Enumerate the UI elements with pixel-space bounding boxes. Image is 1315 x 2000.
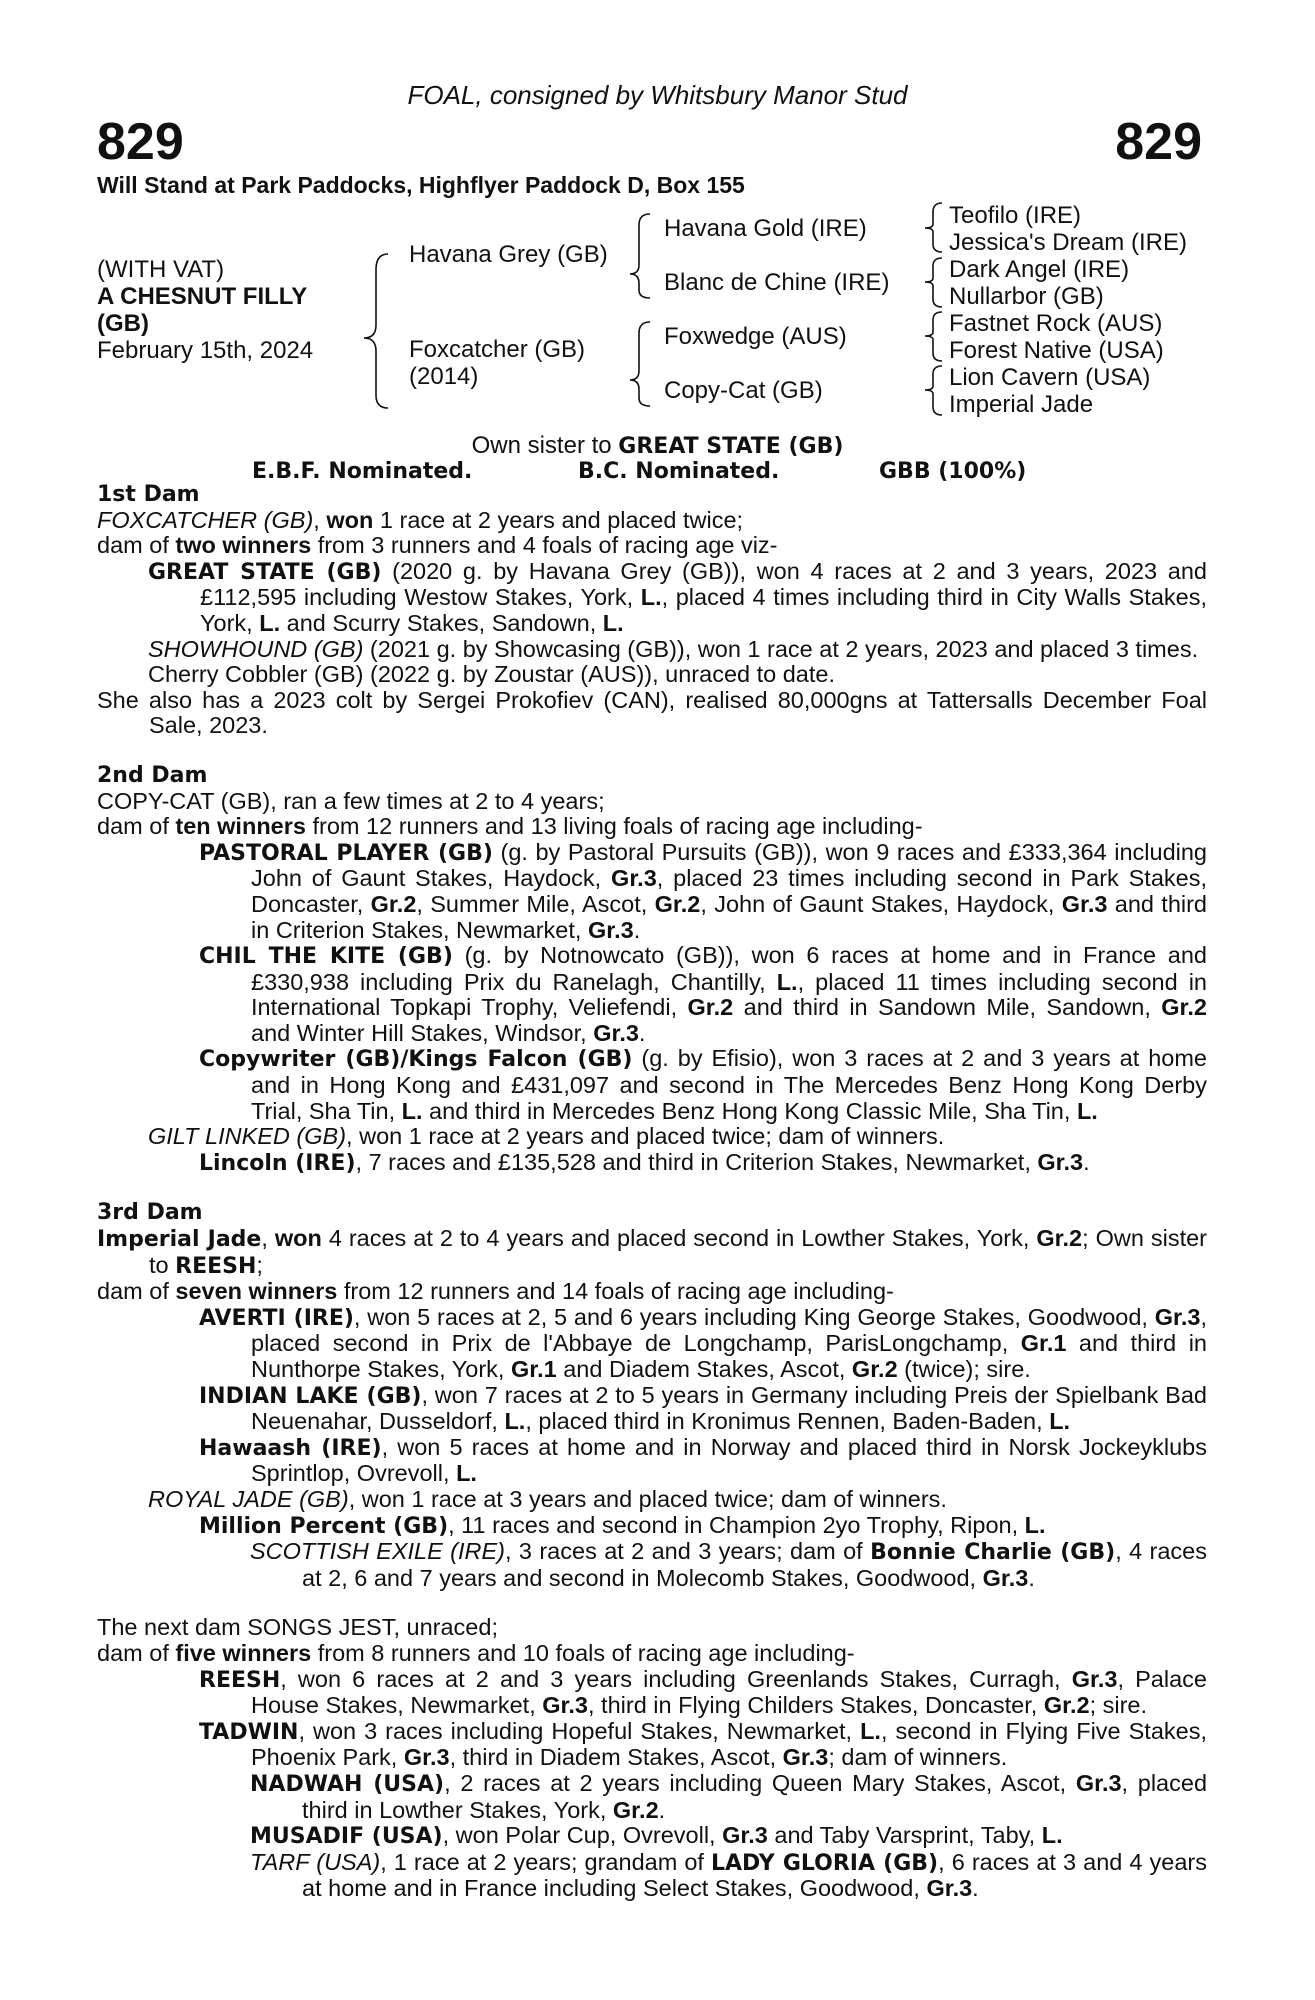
- horse-name: Hawaash (IRE): [199, 1435, 382, 1461]
- text-run: , placed third in Lowther Stakes, York,: [302, 1769, 1208, 1823]
- text-run: , won 5 races at 2, 5 and 6 years including King George Stakes, Goodwood,: [353, 1303, 1155, 1330]
- own-sister-prefix: Own sister to: [471, 432, 619, 459]
- bold-text: Gr.3: [722, 1822, 768, 1849]
- pedigree-dam-year: (2014): [409, 363, 479, 390]
- dam1-foal-showhound: [97, 637, 1207, 663]
- dam1-foal-cherry-cobbler: [97, 662, 1207, 688]
- italic-text: SHOWHOUND (GB): [148, 635, 364, 662]
- lot-number-left: 829: [97, 113, 184, 171]
- horse-name: INDIAN LAKE (GB): [199, 1383, 422, 1409]
- text-run: from 12 runners and 13 living foals of racing age including-: [305, 813, 923, 840]
- text-run: , won 6 races at 2 and 3 years including Greenlands Stakes, Curragh,: [280, 1665, 1072, 1692]
- dam2-produce-summary: [97, 814, 1207, 840]
- text-run: and Winter Hill Stakes, Windsor,: [251, 1019, 594, 1046]
- pedigree-sss: Teofilo (IRE): [949, 202, 1082, 229]
- text-run: , won 5 races at home and in Norway and placed third in Norsk Jockeyklubs Sprintlop, Ovrevoll,: [251, 1433, 1207, 1487]
- text-run: , placed 23 times including second in Park Stakes, Doncaster,: [251, 865, 1207, 917]
- italic-text: FOXCATCHER (GB): [97, 506, 314, 533]
- dam2-foal-copywriter: [97, 1046, 1207, 1124]
- bold-text: Gr.2: [654, 890, 701, 917]
- pedigree-ssd: Jessica's Dream (IRE): [949, 229, 1187, 256]
- dam3-foal-royal-jade: [97, 1487, 1207, 1513]
- text-run: ,: [261, 1225, 275, 1252]
- bold-text: L.: [1041, 1822, 1063, 1849]
- dam4-record: [97, 1615, 1207, 1641]
- text-run: , third in Flying Childers Stakes, Doncaster,: [587, 1692, 1044, 1719]
- text-run: , 4 races at 2, 6 and 7 years and second in Molecomb Stakes, Goodwood,: [302, 1538, 1207, 1591]
- dam2-heading: 2nd Dam: [97, 762, 208, 788]
- bold-text: Gr.1: [1020, 1330, 1067, 1357]
- bold-text: L.: [776, 968, 798, 995]
- bold-text: five winners: [175, 1639, 312, 1666]
- bold-text: Gr.3: [782, 1744, 829, 1771]
- text-run: , Palace House Stakes, Newmarket,: [251, 1665, 1207, 1719]
- dam1-record: [97, 508, 1207, 534]
- text-run: (g. by Pastoral Pursuits (GB)), won 9 races and £333,364 including John of Gaunt Stakes, Haydock,: [251, 838, 1207, 892]
- bold-text: Gr.3: [587, 916, 634, 943]
- text-run: , placed 11 times including second in International Topkapi Trophy, Veliefendi,: [251, 968, 1208, 1021]
- horse-name: AVERTI (IRE): [199, 1305, 354, 1331]
- horse-name: LADY GLORIA (GB): [711, 1850, 939, 1876]
- catalogue-body: [97, 482, 1207, 1902]
- text-run: The next dam SONGS JEST, unraced;: [97, 1614, 498, 1641]
- bold-text: ten winners: [175, 813, 306, 840]
- horse-name: Million Percent (GB): [199, 1513, 449, 1539]
- pedigree-dam: Foxcatcher (GB): [409, 336, 586, 363]
- pedigree-dss: Fastnet Rock (AUS): [949, 310, 1163, 337]
- text-run: ; sire.: [1089, 1692, 1148, 1719]
- text-run: dam of: [97, 1278, 176, 1305]
- text-run: ; Own sister to: [149, 1225, 1208, 1278]
- pedigree-sds: Dark Angel (IRE): [949, 256, 1130, 283]
- subject-name-suffix: (GB): [97, 310, 149, 337]
- pedigree-dam-dam: Copy-Cat (GB): [664, 377, 823, 404]
- text-run: and third in Sandown Mile, Sandown,: [733, 994, 1162, 1021]
- dam3-grandfoal-scottish-exile: [97, 1539, 1207, 1591]
- text-run: , won 1 race at 3 years and placed twice; dam of winners.: [348, 1485, 947, 1512]
- pedigree-dsd: Forest Native (USA): [949, 337, 1164, 364]
- text-run: .: [972, 1875, 979, 1902]
- own-sister-name: GREAT STATE (GB): [618, 434, 844, 459]
- italic-text: TARF (USA): [250, 1848, 381, 1875]
- text-run: .: [658, 1796, 666, 1823]
- bold-text: seven winners: [175, 1278, 338, 1305]
- gbb-rating: GBB (100%): [879, 459, 1027, 484]
- bold-text: L.: [602, 609, 624, 636]
- horse-name: NADWAH (USA): [250, 1771, 445, 1797]
- horse-name: Bonnie Charlie (GB): [870, 1540, 1116, 1566]
- pedigree-sire-dam: Blanc de Chine (IRE): [664, 269, 890, 296]
- text-run: (2021 g. by Showcasing (GB)), won 1 race at 2 years, 2023 and placed 3 times.: [363, 635, 1199, 662]
- bold-text: L.: [860, 1717, 881, 1744]
- text-run: , third in Diadem Stakes, Ascot,: [449, 1744, 783, 1771]
- text-run: from 12 runners and 14 foals of racing age including-: [337, 1278, 894, 1305]
- stand-location: Will Stand at Park Paddocks, Highflyer Paddock D, Box 155: [97, 172, 745, 198]
- pedigree-dam-sire: Foxwedge (AUS): [664, 323, 847, 350]
- dam2-record: [97, 789, 1207, 815]
- dam2-foal-pastoral-player: [97, 840, 1207, 943]
- dam2-grandfoal-lincoln: [97, 1150, 1207, 1177]
- lot-number-right: 829: [1115, 113, 1202, 171]
- text-run: , placed 4 times including third in City Walls Stakes, York,: [200, 584, 1207, 636]
- text-run: and third in Nunthorpe Stakes, York,: [251, 1330, 1207, 1382]
- text-run: , won 7 races at 2 to 5 years in Germany including Preis der Spielbank Bad Neuenahar, Dusseldorf,: [251, 1381, 1207, 1435]
- bold-text: Gr.3: [1037, 1148, 1084, 1175]
- text-run: , 2 races at 2 years including Queen Mary Stakes, Ascot,: [444, 1769, 1076, 1796]
- text-run: and Scurry Stakes, Sandown,: [280, 609, 603, 636]
- bold-text: L.: [456, 1460, 477, 1487]
- horse-name: Copywriter (GB)/Kings Falcon (GB): [199, 1047, 633, 1073]
- horse-name: REESH: [175, 1253, 257, 1279]
- text-run: , 6 races at 3 and 4 years at home and in France including Select Stakes, Goodwood,: [302, 1848, 1208, 1902]
- dam3-record: [97, 1226, 1207, 1279]
- dam2-foal-gilt-linked: [97, 1124, 1207, 1150]
- text-run: 1 race at 2 years and placed twice;: [373, 506, 744, 533]
- bold-text: Gr.2: [687, 994, 734, 1021]
- text-run: (g. by Notnowcato (GB)), won 6 races at home and in France and £330,938 including Prix du Ranelagh, Chantilly,: [251, 942, 1207, 995]
- text-run: dam of: [97, 813, 176, 840]
- bold-text: won: [274, 1225, 322, 1252]
- text-run: , placed second in Prix de l'Abbaye de Longchamp, ParisLongchamp,: [251, 1303, 1207, 1357]
- bold-text: Gr.3: [926, 1875, 973, 1902]
- pedigree-ddd: Imperial Jade: [949, 391, 1094, 418]
- text-run: .: [638, 1019, 646, 1046]
- pedigree-sdd: Nullarbor (GB): [949, 283, 1104, 310]
- bold-text: Gr.1: [510, 1356, 557, 1382]
- text-run: , won 3 races including Hopeful Stakes, Newmarket,: [298, 1717, 861, 1744]
- foaling-date: February 15th, 2024: [97, 337, 314, 364]
- ebf-nominated: E.B.F. Nominated.: [252, 459, 473, 484]
- pedigree-sire-sire: Havana Gold (IRE): [664, 215, 867, 242]
- bold-text: Gr.3: [982, 1564, 1029, 1591]
- consignment-line: FOAL, consigned by Whitsbury Manor Stud: [407, 80, 908, 110]
- dam3-foal-hawaash: [97, 1435, 1207, 1487]
- bold-text: Gr.3: [1071, 1665, 1118, 1692]
- text-run: dam of: [97, 1639, 176, 1666]
- dam3-foal-indian-lake: [97, 1383, 1207, 1435]
- bold-text: Gr.2: [370, 890, 417, 917]
- dam3-heading: 3rd Dam: [97, 1200, 203, 1226]
- text-run: , 11 races and second in Champion 2yo Trophy, Ripon,: [448, 1511, 1025, 1538]
- text-run: (g. by Efisio), won 3 races at 2 and 3 years at home and in Hong Kong and £431,097 and second in The Mercedes Benz Hong Kong Derby Trial, Sha Tin,: [251, 1045, 1207, 1124]
- vat-note: (WITH VAT): [97, 256, 225, 283]
- horse-name: CHIL THE KITE (GB): [199, 944, 453, 970]
- bold-text: won: [326, 506, 374, 533]
- bold-text: Gr.3: [593, 1019, 639, 1046]
- dam4-foal-reesh: [97, 1667, 1207, 1719]
- bold-text: L.: [1024, 1511, 1046, 1538]
- bold-text: Gr.2: [851, 1356, 898, 1382]
- text-run: .: [1028, 1564, 1035, 1591]
- bold-text: Gr.3: [611, 865, 657, 892]
- text-run: .: [633, 916, 641, 943]
- text-run: She also has a 2023 colt by Sergei Prokofiev (CAN), realised 80,000gns at Tattersalls December Foal Sale, 2023.: [97, 686, 1207, 739]
- italic-text: SCOTTISH EXILE (IRE): [250, 1538, 506, 1565]
- dam4-grandfoal-musadif: [97, 1823, 1207, 1850]
- pedigree-sire: Havana Grey (GB): [409, 241, 608, 268]
- dam4-grandfoal-nadwah: [97, 1771, 1207, 1823]
- bold-text: Gr.3: [1154, 1303, 1201, 1330]
- bold-text: L.: [259, 609, 281, 636]
- dam3-foal-averti: [97, 1305, 1207, 1383]
- text-run: ,: [313, 506, 327, 533]
- dam1-heading: 1st Dam: [97, 482, 200, 507]
- horse-name: Lincoln (IRE): [199, 1150, 356, 1176]
- own-sister-note: [0, 432, 1315, 460]
- text-run: , John of Gaunt Stakes, Haydock,: [700, 890, 1062, 917]
- text-run: from 8 runners and 10 foals of racing age including-: [311, 1639, 855, 1666]
- text-run: (twice); sire.: [897, 1356, 1031, 1382]
- horse-name: GREAT STATE (GB): [148, 559, 382, 585]
- dam2-foal-chil-the-kite: [97, 943, 1207, 1046]
- text-run: , Summer Mile, Ascot,: [416, 890, 655, 917]
- bold-text: Gr.3: [542, 1692, 588, 1719]
- dam4-foal-tadwin: [97, 1719, 1207, 1771]
- bold-text: Gr.2: [612, 1796, 659, 1823]
- text-run: from 3 runners and 4 foals of racing age viz-: [311, 532, 778, 559]
- text-run: dam of: [97, 532, 176, 559]
- dam4-grandfoal-tarf: [97, 1850, 1207, 1902]
- pedigree-dds: Lion Cavern (USA): [949, 364, 1151, 391]
- italic-text: GILT LINKED (GB): [148, 1123, 347, 1150]
- text-run: COPY-CAT (GB), ran a few times at 2 to 4 years;: [97, 787, 605, 814]
- text-run: and third in Mercedes Benz Hong Kong Classic Mile, Sha Tin,: [422, 1097, 1077, 1124]
- bold-text: L.: [401, 1097, 423, 1124]
- text-run: (2020 g. by Havana Grey (GB)), won 4 races at 2 and 3 years, 2023 and £112,595 including Westow Stakes, York,: [200, 557, 1207, 611]
- dam1-foal-great-state: [97, 559, 1207, 637]
- dam3-produce-summary: [97, 1279, 1207, 1305]
- subject-name: A CHESNUT FILLY: [97, 283, 308, 310]
- text-run: , won Polar Cup, Ovrevoll,: [442, 1822, 723, 1849]
- bold-text: Gr.3: [1061, 890, 1108, 917]
- text-run: and Diadem Stakes, Ascot,: [556, 1356, 852, 1382]
- text-run: Cherry Cobbler (GB) (2022 g. by Zoustar (AUS)), unraced to date.: [148, 661, 836, 688]
- text-run: , 1 race at 2 years; grandam of: [380, 1848, 712, 1875]
- text-run: .: [1083, 1148, 1090, 1175]
- bold-text: L.: [640, 584, 662, 611]
- text-run: ;: [256, 1251, 263, 1278]
- horse-name: TADWIN: [199, 1719, 299, 1745]
- text-run: and Taby Varsprint, Taby,: [767, 1822, 1042, 1849]
- bold-text: two winners: [175, 532, 312, 559]
- bold-text: Gr.3: [1075, 1769, 1122, 1796]
- horse-name: REESH: [199, 1667, 281, 1693]
- text-run: , won 1 race at 2 years and placed twice; dam of winners.: [346, 1123, 945, 1150]
- dam1-colt-note: [97, 688, 1207, 739]
- bold-text: Gr.2: [1161, 994, 1207, 1021]
- dam3-grandfoal-million-percent: [97, 1513, 1207, 1540]
- text-run: and third in Criterion Stakes, Newmarket,: [251, 890, 1207, 943]
- text-run: , 3 races at 2 and 3 years; dam of: [505, 1538, 871, 1565]
- bold-text: Gr.2: [1043, 1692, 1090, 1719]
- horse-name: Imperial Jade: [97, 1227, 262, 1253]
- bold-text: L.: [504, 1408, 526, 1435]
- bold-text: Gr.3: [403, 1744, 450, 1771]
- bold-text: Gr.2: [1036, 1225, 1083, 1252]
- bold-text: L.: [1049, 1408, 1071, 1435]
- text-run: ; dam of winners.: [828, 1744, 1008, 1771]
- horse-name: MUSADIF (USA): [250, 1824, 443, 1850]
- text-run: , 7 races and £135,528 and third in Criterion Stakes, Newmarket,: [355, 1148, 1038, 1175]
- bold-text: L.: [1076, 1097, 1098, 1124]
- horse-name: PASTORAL PLAYER (GB): [199, 840, 493, 866]
- dam4-produce-summary: [97, 1641, 1207, 1667]
- dam1-produce-summary: [97, 533, 1207, 559]
- italic-text: ROYAL JADE (GB): [148, 1485, 349, 1512]
- text-run: 4 races at 2 to 4 years and placed second in Lowther Stakes, York,: [321, 1225, 1037, 1252]
- text-run: , placed third in Kronimus Rennen, Baden-Baden,: [525, 1408, 1050, 1435]
- bc-nominated: B.C. Nominated.: [578, 459, 780, 484]
- text-run: , second in Flying Five Stakes, Phoenix Park,: [251, 1717, 1207, 1771]
